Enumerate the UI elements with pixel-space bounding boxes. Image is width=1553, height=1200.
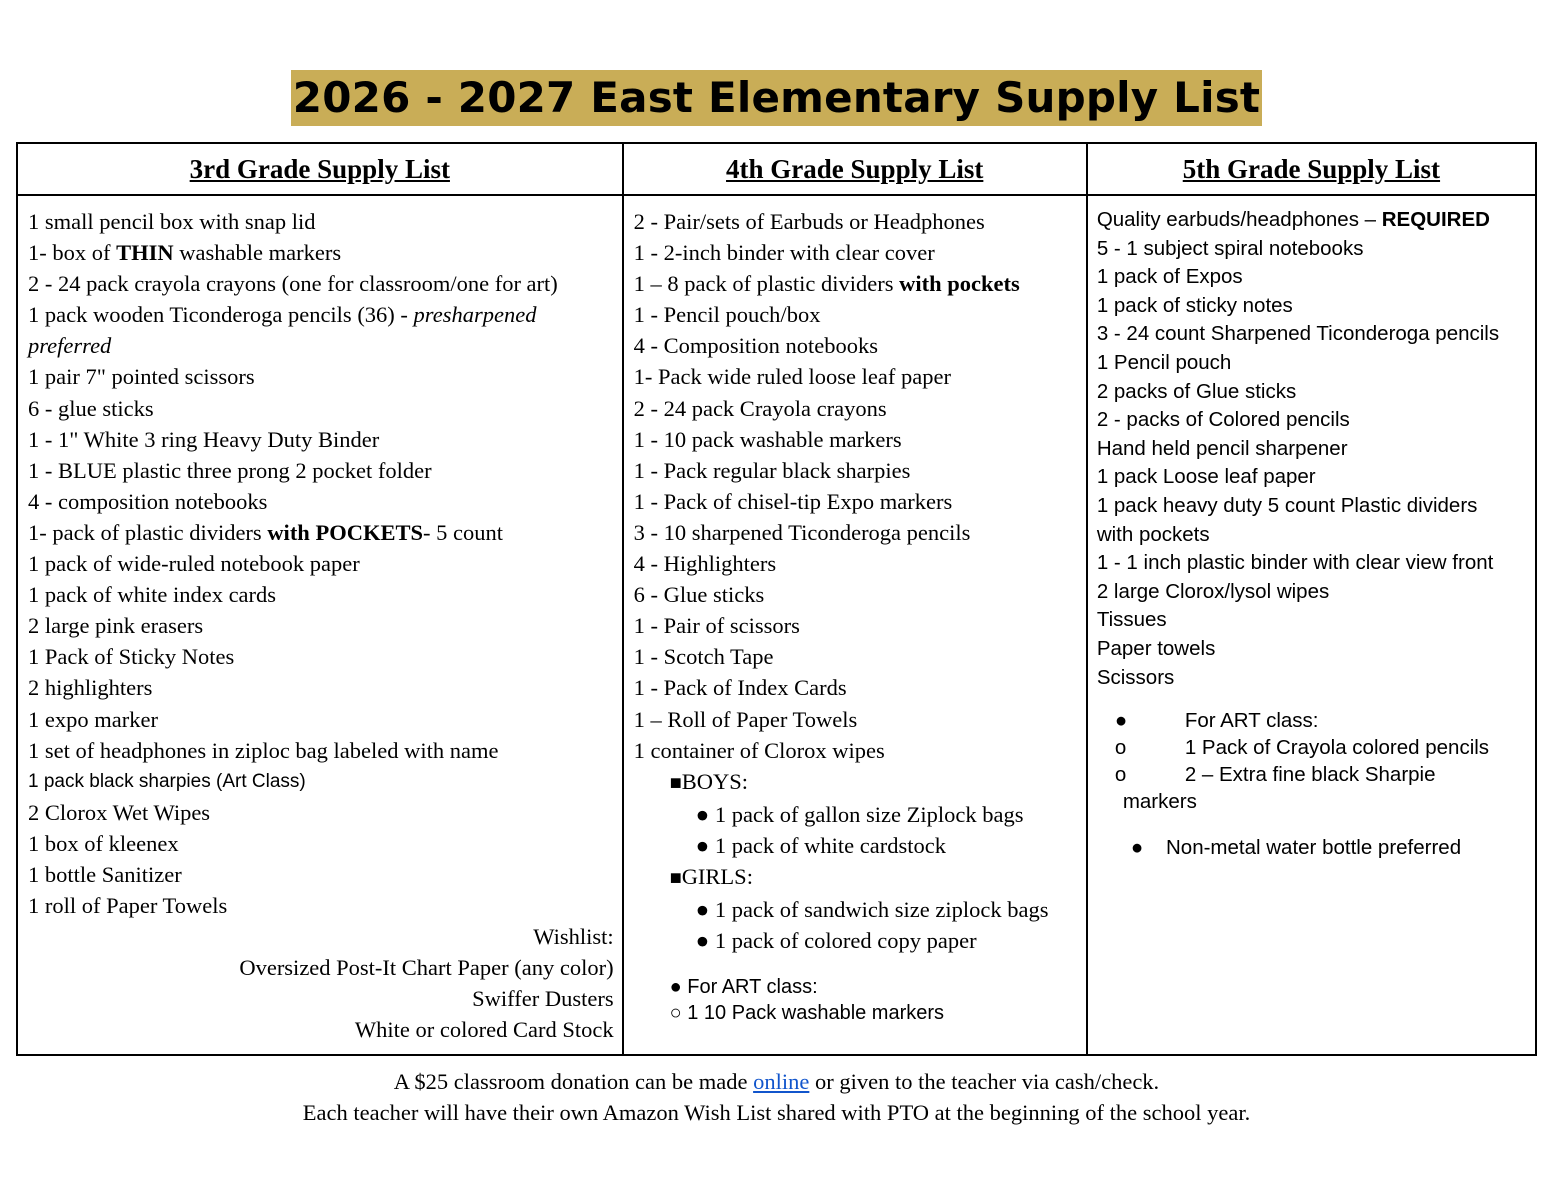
list-item-continuation: markers [1122, 790, 1197, 814]
bullet-icon: ● [695, 832, 710, 858]
art-section [634, 974, 1078, 1026]
wishlist-heading: Wishlist: [533, 924, 614, 950]
list-item: 1 - BLUE plastic three prong 2 pocket folder [28, 457, 432, 483]
list-item: Tissues [1096, 608, 1167, 632]
list-item: 2 large Clorox/lysol wipes [1096, 579, 1330, 603]
list-item: 2 - Pair/sets of Earbuds or Headphones [633, 209, 985, 234]
grade5-header: 5th Grade Supply List [1087, 143, 1536, 195]
list-item: 1 - Scotch Tape [633, 644, 774, 670]
bullet-icon: ● [1114, 709, 1128, 733]
girls-heading: ■GIRLS: [669, 863, 753, 889]
grade5-column [1087, 195, 1536, 1055]
list-item: 1 pack of Expos [1096, 265, 1243, 289]
bullet-icon: ● [695, 897, 710, 923]
grade3-header: 3rd Grade Supply List [17, 143, 623, 195]
list-item: ● 1 pack of white cardstock [695, 832, 946, 858]
list-item: 1 pack heavy duty 5 count Plastic dividers [1096, 493, 1478, 517]
list-item: 1 roll of Paper Towels [28, 893, 228, 919]
content-row [17, 195, 1536, 1055]
list-item: 2 - 24 pack Crayola crayons [633, 395, 887, 421]
grade3-column [17, 195, 623, 1055]
circle-bullet-icon: o [1114, 763, 1127, 787]
list-item: 1 – Roll of Paper Towels [633, 706, 858, 732]
footer [0, 1066, 1553, 1128]
list-item: 2 packs of Glue sticks [1096, 379, 1297, 403]
page-title: 2026 - 2027 East Elementary Supply List [291, 70, 1262, 126]
title-wrap [0, 70, 1553, 126]
list-item: 2 - 24 pack crayola crayons (one for classroom/one for art) [28, 271, 558, 297]
list-item: 1 pack of wide-ruled notebook paper [28, 551, 360, 577]
online-link[interactable]: online [753, 1069, 810, 1094]
grade4-column [623, 195, 1087, 1055]
header-row [17, 143, 1536, 195]
list-item: 1 - 1" White 3 ring Heavy Duty Binder [28, 426, 380, 452]
list-item: 1- box of THIN washable markers [28, 240, 342, 266]
list-item: 1- pack of plastic dividers with POCKETS- 5 count [28, 519, 503, 545]
circle-bullet-icon: o [1114, 736, 1127, 760]
list-item: 1 set of headphones in ziploc bag labeled with name [28, 737, 499, 763]
art-heading: ● For ART class: [669, 976, 818, 999]
list-item: ● Non-metal water bottle preferred [1130, 835, 1462, 859]
list-item: 5 - 1 subject spiral notebooks [1096, 236, 1364, 260]
circle-bullet-icon: ○ [669, 1002, 682, 1025]
list-item: 1 - Pencil pouch/box [633, 302, 821, 328]
list-item: Hand held pencil sharpener [1096, 436, 1348, 460]
list-item: 1 pair 7" pointed scissors [28, 364, 255, 390]
list-item: preferred [28, 333, 112, 359]
list-item: 1 pack of white index cards [28, 582, 277, 608]
list-item: ○ 1 10 Pack washable markers [669, 1002, 945, 1025]
list-item: ● 1 pack of gallon size Ziplock bags [695, 801, 1024, 827]
list-item: 1 – 8 pack of plastic dividers with pockets [633, 271, 1020, 297]
list-item: 2 Clorox Wet Wipes [28, 799, 211, 825]
list-item: 2 large pink erasers [28, 613, 204, 639]
wishlist-item: White or colored Card Stock [354, 1017, 614, 1043]
grade4-header: 4th Grade Supply List [623, 143, 1087, 195]
list-item: 1 pack Loose leaf paper [1096, 465, 1316, 489]
list-item: 2 highlighters [28, 675, 153, 701]
supply-table [16, 142, 1537, 1056]
art-section [1097, 707, 1527, 817]
bullet-icon: ● [1130, 835, 1144, 859]
list-item: 4 - composition notebooks [28, 488, 268, 514]
list-item: 1 box of kleenex [28, 830, 179, 856]
list-item: o 2 – Extra fine black Sharpie [1097, 761, 1527, 788]
list-item: 6 - Glue sticks [633, 582, 765, 608]
list-item: Scissors [1096, 665, 1175, 689]
list-item: with pockets [1096, 522, 1210, 546]
list-item: 4 - Highlighters [633, 551, 777, 577]
list-item: 1 - 10 pack washable markers [633, 426, 902, 452]
list-item: 1 - 2-inch binder with clear cover [633, 240, 935, 266]
list-item: 4 - Composition notebooks [633, 333, 878, 359]
square-bullet-icon: ■ [669, 866, 682, 889]
list-item: o 1 Pack of Crayola colored pencils [1097, 734, 1527, 761]
wishlist-item: Swiffer Dusters [472, 986, 614, 1012]
list-item: 1 bottle Sanitizer [28, 861, 182, 887]
list-item: 1 - Pack regular black sharpies [633, 457, 911, 483]
boys-heading: ■BOYS: [669, 768, 748, 794]
donation-line: A $25 classroom donation can be made online or given to the teacher via cash/check. [393, 1069, 1160, 1094]
wishlist-note: Each teacher will have their own Amazon Wish List shared with PTO at the beginning of the school year. [302, 1100, 1251, 1125]
list-item: 1 - Pair of scissors [633, 613, 800, 639]
list-item: 1- Pack wide ruled loose leaf paper [633, 364, 951, 390]
list-item: 1 pack black sharpies (Art Class) [28, 770, 306, 792]
list-item: 1 Pencil pouch [1096, 350, 1232, 374]
list-item: 1 pack wooden Ticonderoga pencils (36) - presharpened [28, 302, 537, 328]
list-item: 2 - packs of Colored pencils [1096, 408, 1350, 432]
list-item: 1 - Pack of Index Cards [633, 675, 847, 701]
wishlist-item: Oversized Post-It Chart Paper (any color) [239, 955, 614, 981]
list-item: 1 expo marker [28, 706, 158, 732]
list-item: 1 - 1 inch plastic binder with clear view front [1096, 551, 1494, 575]
list-item: 1 small pencil box with snap lid [28, 209, 316, 234]
list-item: 3 - 10 sharpened Ticonderoga pencils [633, 519, 971, 545]
list-item: 6 - glue sticks [28, 395, 154, 421]
list-item: 1 - Pack of chisel-tip Expo markers [633, 488, 953, 514]
art-heading: ● For ART class: [1097, 707, 1527, 734]
list-item: 1 container of Clorox wipes [633, 737, 885, 763]
bullet-icon: ● [695, 801, 710, 827]
bullet-icon: ● [695, 928, 710, 954]
list-item: ● 1 pack of sandwich size ziplock bags [695, 897, 1049, 923]
square-bullet-icon: ■ [669, 771, 682, 794]
list-item: ● 1 pack of colored copy paper [695, 928, 977, 954]
list-item: 1 pack of sticky notes [1096, 293, 1293, 317]
list-item: Paper towels [1096, 636, 1216, 660]
list-item: 1 Pack of Sticky Notes [28, 644, 235, 670]
bullet-icon: ● [669, 976, 682, 999]
list-item: Quality earbuds/headphones – REQUIRED [1096, 208, 1490, 231]
list-item: 3 - 24 count Sharpened Ticonderoga pencils [1096, 322, 1500, 346]
